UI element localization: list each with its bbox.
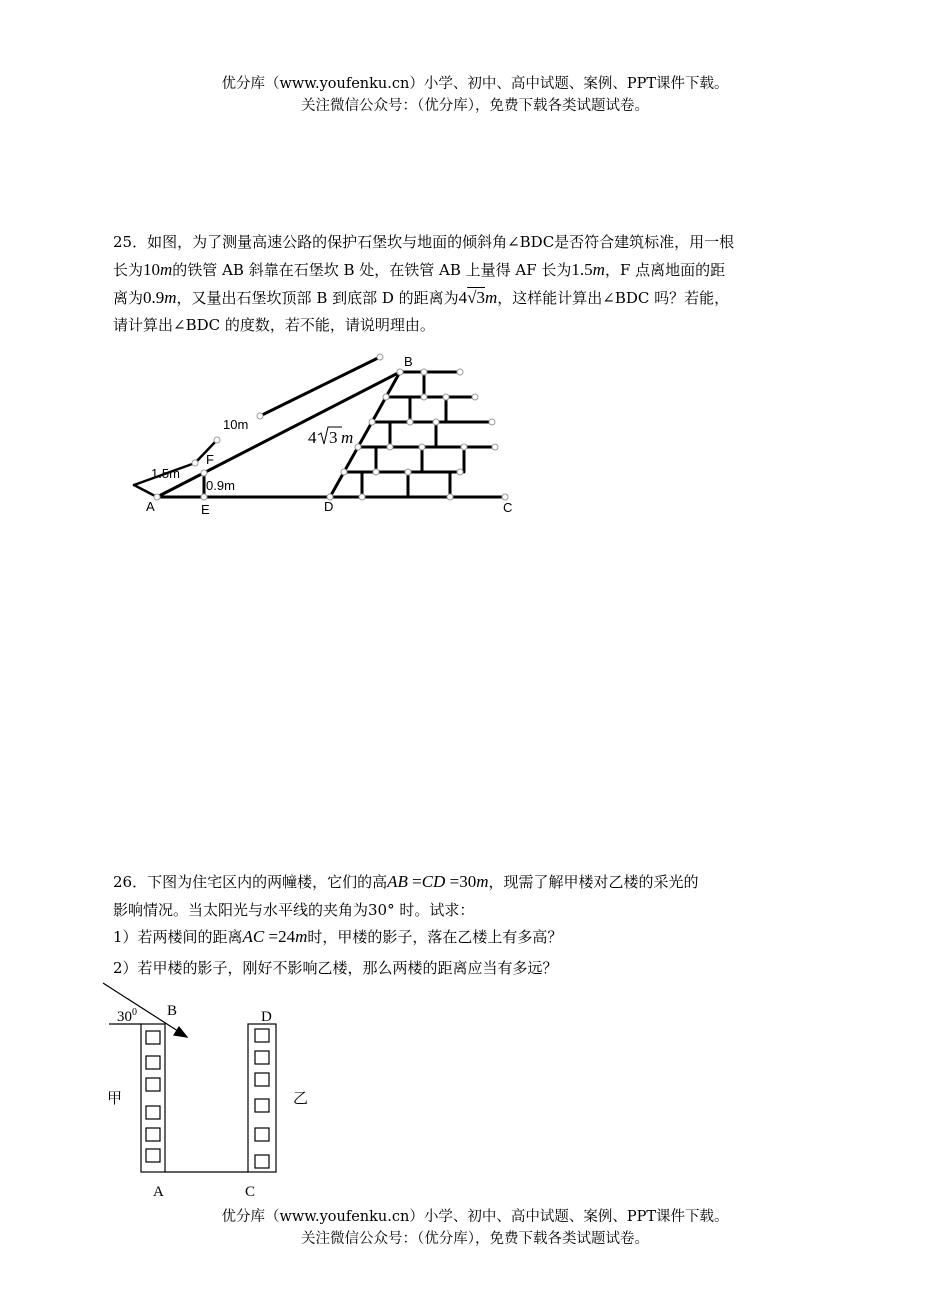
q26-line-2: 影响情况。当太阳光与水平线的夹角为30° 时。试求： <box>113 901 475 919</box>
q25-line-2: 长为10m的铁管 AB 斜靠在石堡坎 B 处，在铁管 AB 上量得 AF 长为1.5m，F 点离地面的距 <box>113 260 726 279</box>
svg-text:m: m <box>341 428 354 447</box>
sqrt-3: √3 <box>467 288 486 307</box>
dimension-15m-end <box>134 485 157 497</box>
question-25 <box>113 229 843 339</box>
header <box>0 73 950 117</box>
header-line-1: 优分库（www.youfenku.cn）小学、初中、高中试题、案例、PPT课件下载。 <box>221 76 729 92</box>
label-b: B <box>404 354 413 369</box>
label-f: F <box>206 452 214 467</box>
building-jia <box>141 1024 165 1172</box>
dimension-10m <box>260 357 380 416</box>
footer-line-2: 关注微信公众号：（优分库），免费下载各类试题试卷。 <box>301 1231 649 1247</box>
label-c: C <box>245 1184 256 1200</box>
q26-line-4: 2）若甲楼的影子，刚好不影响乙楼，那么两楼的距离应当有多远？ <box>113 959 558 977</box>
svg-text:4: 4 <box>308 428 317 447</box>
label-c: C <box>503 500 513 515</box>
q25-line-1: 25．如图，为了测量高速公路的保护石堡坎与地面的倾斜角∠BDC是否符合建筑标准，用一根 <box>113 233 735 251</box>
q25-line-4: 请计算出∠BDC 的度数，若不能，请说明理由。 <box>113 316 435 334</box>
label-15m: 1.5m <box>151 466 180 481</box>
q25-line-3: 离为0.9m，又量出石堡坎顶部 B 到底部 D 的距离为4√3m，这样能计算出∠BDC 吗？若能， <box>113 288 730 307</box>
angle-30: $30^0$ <box>117 1007 137 1025</box>
q26-line-1: 26．下图为住宅区内的两幢楼，它们的高AB =CD =30m，现需了解甲楼对乙楼的采光的 <box>113 872 699 891</box>
footer <box>0 1206 950 1250</box>
question-26 <box>113 868 843 982</box>
q26-figure <box>95 975 335 1205</box>
svg-text:3: 3 <box>329 428 338 447</box>
label-d: D <box>261 1009 272 1025</box>
label-d: D <box>324 499 334 514</box>
label-10m: 10m <box>223 417 249 432</box>
label-slope-length <box>308 427 353 447</box>
q26-line-3: 1）若两楼间的距离AC =24m时，甲楼的影子，落在乙楼上有多高？ <box>113 927 563 946</box>
footer-line-1: 优分库（www.youfenku.cn）小学、初中、高中试题、案例、PPT课件下载。 <box>221 1209 729 1225</box>
label-b: B <box>167 1003 178 1019</box>
label-yi: 乙 <box>293 1091 309 1107</box>
q25-figure <box>120 345 540 525</box>
label-a: A <box>153 1184 164 1200</box>
building-yi <box>248 1024 276 1172</box>
label-a: A <box>146 499 155 514</box>
label-e: E <box>201 502 210 517</box>
label-09m: 0.9m <box>206 478 235 493</box>
ray-arrowhead <box>174 1027 187 1037</box>
label-jia: 甲 <box>107 1091 123 1107</box>
header-line-2: 关注微信公众号：（优分库），免费下载各类试题试卷。 <box>301 98 649 114</box>
